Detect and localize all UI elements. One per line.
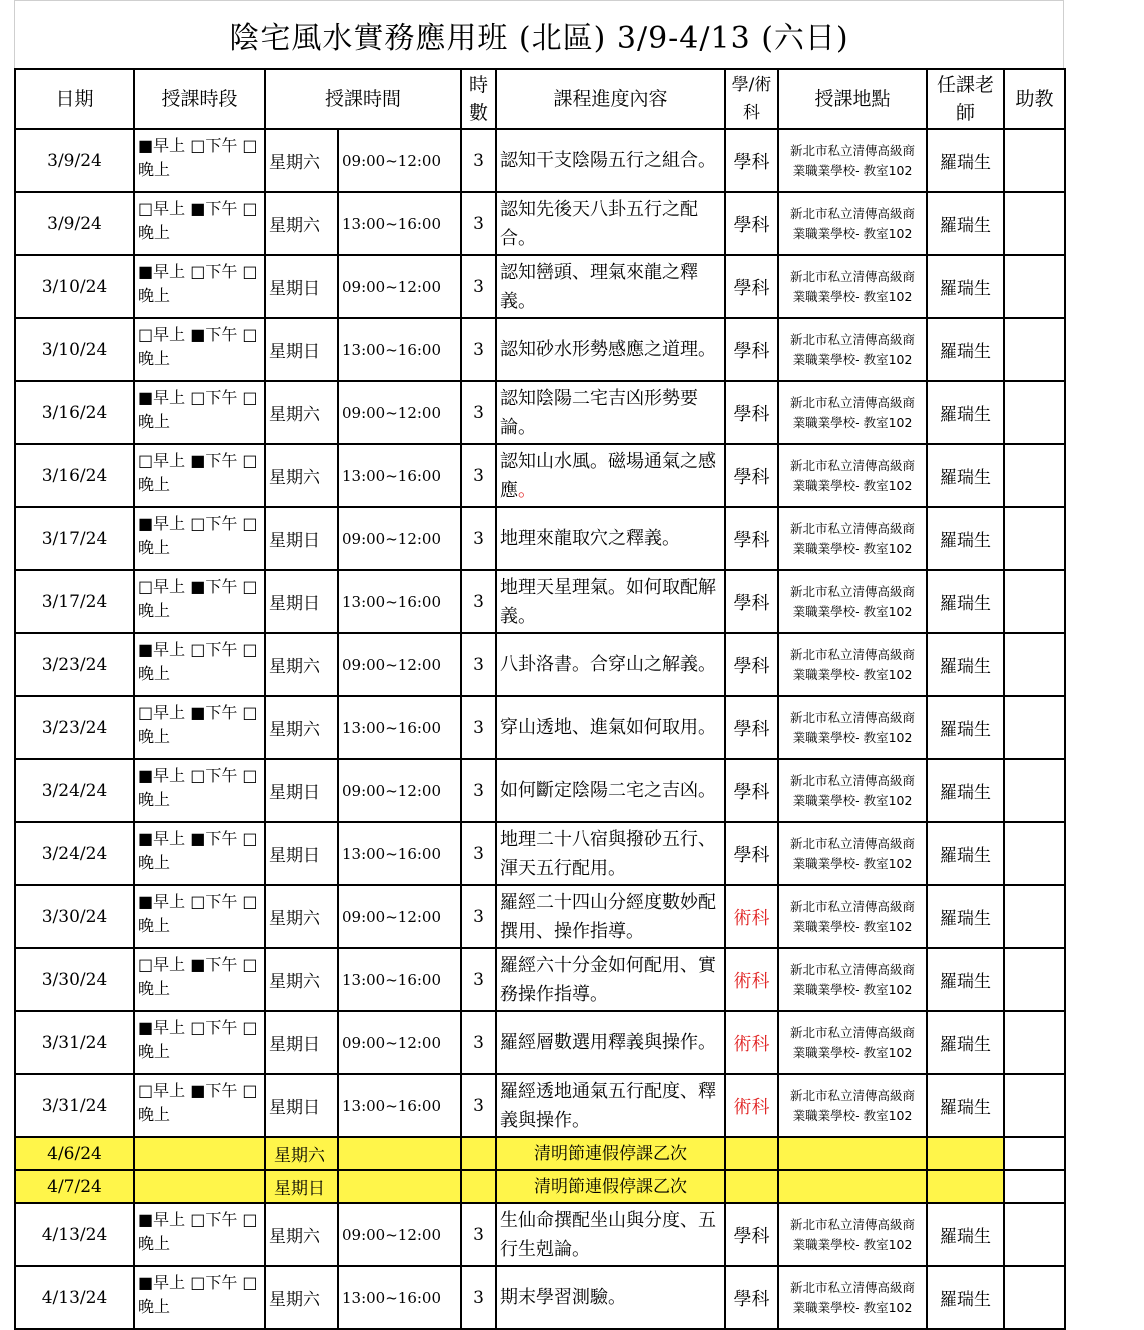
cell-content — [496, 759, 725, 822]
table-row — [15, 1074, 1065, 1137]
table-row — [15, 822, 1065, 885]
cell-assistant — [1004, 507, 1065, 570]
location-line-2: 業職業學校- 教室102 — [792, 918, 913, 934]
content-text: 如何斷定陰陽二宅之吉凶。 — [500, 780, 717, 801]
cell-day: 星期日 — [265, 1170, 338, 1203]
cell-type — [725, 1137, 778, 1170]
cell-date: 3/31/24 — [15, 1011, 134, 1074]
cell-assistant — [1004, 192, 1065, 255]
cell-time: 09:00~12:00 — [338, 129, 461, 192]
header-location: 授課地點 — [778, 69, 927, 129]
content-text: 地理來龍取穴之釋義。 — [500, 528, 681, 549]
cell-assistant — [1004, 885, 1065, 948]
cell-type: 學科 — [725, 1266, 778, 1329]
schedule-table — [14, 68, 1066, 1330]
cell-location — [778, 885, 927, 948]
cell-date: 3/30/24 — [15, 885, 134, 948]
location-line-1: 新北市私立清傳高級商 — [790, 583, 916, 599]
cell-location — [778, 759, 927, 822]
cell-day: 星期日 — [265, 570, 338, 633]
cell-slot — [134, 1170, 265, 1203]
location-line-1: 新北市私立清傳高級商 — [790, 835, 916, 851]
cell-content — [496, 444, 725, 507]
cell-location — [778, 696, 927, 759]
cell-hours: 3 — [461, 696, 496, 759]
table-row — [15, 633, 1065, 696]
cell-slot: ■早上 □下午 □晚上 — [134, 1011, 265, 1074]
cell-teacher: 羅瑞生 — [927, 570, 1004, 633]
header-assistant: 助教 — [1004, 69, 1065, 129]
cell-time: 13:00~16:00 — [338, 1074, 461, 1137]
cell-date: 3/9/24 — [15, 129, 134, 192]
table-row — [15, 318, 1065, 381]
cell-type — [725, 1170, 778, 1203]
cell-date: 3/10/24 — [15, 318, 134, 381]
cell-slot: ■早上 □下午 □晚上 — [134, 129, 265, 192]
location-line-2: 業職業學校- 教室102 — [792, 1044, 913, 1060]
header-hours: 時 數 — [461, 69, 496, 129]
cell-hours: 3 — [461, 1074, 496, 1137]
cell-assistant — [1004, 570, 1065, 633]
cell-type: 學科 — [725, 318, 778, 381]
cell-slot: ■早上 □下午 □晚上 — [134, 1203, 265, 1266]
cell-content — [496, 381, 725, 444]
content-text: 八卦洛書。合穿山之解義。 — [500, 654, 717, 675]
holiday-row — [15, 1170, 1065, 1203]
cell-date: 3/24/24 — [15, 822, 134, 885]
cell-slot: ■早上 □下午 □晚上 — [134, 759, 265, 822]
cell-content — [496, 507, 725, 570]
cell-teacher: 羅瑞生 — [927, 1074, 1004, 1137]
cell-content — [496, 255, 725, 318]
location-line-1: 新北市私立清傳高級商 — [790, 520, 916, 536]
cell-day: 星期日 — [265, 1074, 338, 1137]
cell-hours: 3 — [461, 885, 496, 948]
cell-type: 學科 — [725, 444, 778, 507]
cell-type: 術科 — [725, 1074, 778, 1137]
cell-type: 學科 — [725, 633, 778, 696]
cell-date: 4/6/24 — [15, 1137, 134, 1170]
cell-hours: 3 — [461, 633, 496, 696]
content-text: 認知先後天八卦五行之配合。 — [500, 198, 699, 249]
cell-location — [778, 129, 927, 192]
cell-date: 3/31/24 — [15, 1074, 134, 1137]
cell-day: 星期日 — [265, 822, 338, 885]
header-date: 日期 — [15, 69, 134, 129]
cell-teacher: 羅瑞生 — [927, 129, 1004, 192]
cell-time: 09:00~12:00 — [338, 885, 461, 948]
cell-teacher: 羅瑞生 — [927, 318, 1004, 381]
cell-content — [496, 192, 725, 255]
cell-day: 星期日 — [265, 759, 338, 822]
cell-teacher: 羅瑞生 — [927, 192, 1004, 255]
location-line-1: 新北市私立清傳高級商 — [790, 1216, 916, 1232]
cell-time: 13:00~16:00 — [338, 570, 461, 633]
cell-date: 4/7/24 — [15, 1170, 134, 1203]
cell-day: 星期日 — [265, 318, 338, 381]
location-line-1: 新北市私立清傳高級商 — [790, 772, 916, 788]
cell-location — [778, 507, 927, 570]
location-line-1: 新北市私立清傳高級商 — [790, 1279, 916, 1295]
cell-content — [496, 822, 725, 885]
cell-time: 09:00~12:00 — [338, 1011, 461, 1074]
cell-day: 星期六 — [265, 696, 338, 759]
cell-day: 星期六 — [265, 948, 338, 1011]
cell-teacher — [927, 1170, 1004, 1203]
location-line-2: 業職業學校- 教室102 — [792, 981, 913, 997]
location-line-1: 新北市私立清傳高級商 — [790, 457, 916, 473]
cell-time — [338, 1170, 461, 1203]
location-line-2: 業職業學校- 教室102 — [792, 729, 913, 745]
cell-location — [778, 948, 927, 1011]
table-row — [15, 507, 1065, 570]
content-text: 羅經層數選用釋義與操作。 — [500, 1032, 717, 1053]
cell-content — [496, 129, 725, 192]
cell-day: 星期六 — [265, 192, 338, 255]
cell-location — [778, 1074, 927, 1137]
header-slot: 授課時段 — [134, 69, 265, 129]
location-line-2: 業職業學校- 教室102 — [792, 540, 913, 556]
location-line-1: 新北市私立清傳高級商 — [790, 709, 916, 725]
cell-assistant — [1004, 1137, 1065, 1170]
content-text: 認知陰陽二宅吉凶形勢要論。 — [500, 387, 699, 438]
cell-content — [496, 318, 725, 381]
cell-content — [496, 1011, 725, 1074]
table-row — [15, 444, 1065, 507]
header-content: 課程進度內容 — [496, 69, 725, 129]
cell-type: 學科 — [725, 1203, 778, 1266]
cell-type: 學科 — [725, 570, 778, 633]
cell-teacher: 羅瑞生 — [927, 885, 1004, 948]
cell-type: 學科 — [725, 129, 778, 192]
cell-teacher: 羅瑞生 — [927, 1266, 1004, 1329]
cell-teacher: 羅瑞生 — [927, 444, 1004, 507]
cell-hours — [461, 1170, 496, 1203]
location-line-1: 新北市私立清傳高級商 — [790, 961, 916, 977]
cell-hours: 3 — [461, 759, 496, 822]
content-suffix: 。 — [518, 479, 537, 501]
cell-time: 09:00~12:00 — [338, 759, 461, 822]
cell-date: 3/23/24 — [15, 633, 134, 696]
cell-time: 13:00~16:00 — [338, 1266, 461, 1329]
cell-time: 13:00~16:00 — [338, 444, 461, 507]
cell-day: 星期日 — [265, 507, 338, 570]
cell-slot: ■早上 □下午 □晚上 — [134, 381, 265, 444]
cell-type: 學科 — [725, 822, 778, 885]
location-line-1: 新北市私立清傳高級商 — [790, 898, 916, 914]
cell-slot: ■早上 □下午 □晚上 — [134, 255, 265, 318]
cell-day: 星期日 — [265, 1011, 338, 1074]
cell-time: 13:00~16:00 — [338, 318, 461, 381]
content-text: 認知砂水形勢感應之道理。 — [500, 339, 717, 360]
cell-time: 13:00~16:00 — [338, 192, 461, 255]
cell-assistant — [1004, 1266, 1065, 1329]
content-text: 生仙命撰配坐山與分度、五行生剋論。 — [500, 1209, 717, 1260]
cell-location — [778, 381, 927, 444]
cell-hours: 3 — [461, 1203, 496, 1266]
content-text: 地理天星理氣。如何取配解義。 — [500, 576, 717, 627]
cell-hours: 3 — [461, 381, 496, 444]
location-line-2: 業職業學校- 教室102 — [792, 1299, 913, 1315]
content-text: 認知山水風。磁場通氣之感應 — [500, 450, 717, 501]
cell-content — [496, 1074, 725, 1137]
content-text: 地理二十八宿與撥砂五行、渾天五行配用。 — [500, 828, 717, 879]
table-row — [15, 129, 1065, 192]
cell-assistant — [1004, 1170, 1065, 1203]
location-line-2: 業職業學校- 教室102 — [792, 351, 913, 367]
cell-hours — [461, 1137, 496, 1170]
cell-slot: ■早上 □下午 □晚上 — [134, 1266, 265, 1329]
location-line-2: 業職業學校- 教室102 — [792, 666, 913, 682]
cell-hours: 3 — [461, 948, 496, 1011]
cell-time: 09:00~12:00 — [338, 507, 461, 570]
cell-location — [778, 192, 927, 255]
schedule-sheet — [14, 0, 1064, 1330]
cell-teacher: 羅瑞生 — [927, 1011, 1004, 1074]
cell-content — [496, 885, 725, 948]
table-row — [15, 1203, 1065, 1266]
location-line-2: 業職業學校- 教室102 — [792, 225, 913, 241]
cell-location — [778, 570, 927, 633]
cell-location — [778, 1266, 927, 1329]
cell-type: 學科 — [725, 759, 778, 822]
cell-date: 3/16/24 — [15, 381, 134, 444]
table-row — [15, 696, 1065, 759]
cell-content: 清明節連假停課乙次 — [496, 1170, 725, 1203]
cell-time: 09:00~12:00 — [338, 255, 461, 318]
location-line-1: 新北市私立清傳高級商 — [790, 1024, 916, 1040]
cell-hours: 3 — [461, 255, 496, 318]
table-row — [15, 1011, 1065, 1074]
table-row — [15, 885, 1065, 948]
cell-location — [778, 444, 927, 507]
content-text: 認知巒頭、理氣來龍之釋義。 — [500, 261, 699, 312]
cell-time: 09:00~12:00 — [338, 1203, 461, 1266]
cell-time: 13:00~16:00 — [338, 822, 461, 885]
cell-assistant — [1004, 1203, 1065, 1266]
cell-date: 3/30/24 — [15, 948, 134, 1011]
cell-assistant — [1004, 1011, 1065, 1074]
content-text: 羅經六十分金如何配用、實務操作指導。 — [500, 954, 717, 1005]
cell-teacher: 羅瑞生 — [927, 822, 1004, 885]
holiday-row — [15, 1137, 1065, 1170]
cell-date: 4/13/24 — [15, 1266, 134, 1329]
table-row — [15, 381, 1065, 444]
table-row — [15, 192, 1065, 255]
cell-teacher: 羅瑞生 — [927, 381, 1004, 444]
cell-teacher: 羅瑞生 — [927, 1203, 1004, 1266]
cell-location — [778, 318, 927, 381]
cell-day: 星期六 — [265, 885, 338, 948]
cell-location — [778, 255, 927, 318]
table-row — [15, 759, 1065, 822]
cell-hours: 3 — [461, 570, 496, 633]
cell-time: 09:00~12:00 — [338, 633, 461, 696]
location-line-2: 業職業學校- 教室102 — [792, 603, 913, 619]
cell-slot: ■早上 □下午 □晚上 — [134, 507, 265, 570]
cell-day: 星期六 — [265, 444, 338, 507]
cell-teacher: 羅瑞生 — [927, 948, 1004, 1011]
cell-date: 3/10/24 — [15, 255, 134, 318]
location-line-1: 新北市私立清傳高級商 — [790, 142, 916, 158]
cell-slot: □早上 ■下午 □晚上 — [134, 192, 265, 255]
cell-hours: 3 — [461, 192, 496, 255]
cell-time: 13:00~16:00 — [338, 696, 461, 759]
cell-type: 術科 — [725, 948, 778, 1011]
cell-assistant — [1004, 381, 1065, 444]
content-text: 羅經二十四山分經度數妙配撰用、操作指導。 — [500, 891, 717, 942]
cell-teacher: 羅瑞生 — [927, 696, 1004, 759]
location-line-1: 新北市私立清傳高級商 — [790, 1087, 916, 1103]
cell-location — [778, 1011, 927, 1074]
schedule-body — [15, 129, 1065, 1329]
cell-content — [496, 570, 725, 633]
cell-time: 09:00~12:00 — [338, 381, 461, 444]
content-text: 期末學習測驗。 — [500, 1287, 627, 1308]
page-title: 陰宅風水實務應用班 (北區) 3/9-4/13 (六日) — [14, 0, 1064, 68]
cell-assistant — [1004, 948, 1065, 1011]
cell-date: 3/16/24 — [15, 444, 134, 507]
cell-slot: ■早上 ■下午 □晚上 — [134, 822, 265, 885]
cell-date: 3/9/24 — [15, 192, 134, 255]
content-text: 穿山透地、進氣如何取用。 — [500, 717, 717, 738]
cell-content — [496, 633, 725, 696]
content-text: 羅經透地通氣五行配度、釋義與操作。 — [500, 1080, 717, 1131]
cell-assistant — [1004, 255, 1065, 318]
cell-type: 學科 — [725, 192, 778, 255]
cell-slot: ■早上 □下午 □晚上 — [134, 633, 265, 696]
cell-type: 學科 — [725, 255, 778, 318]
location-line-2: 業職業學校- 教室102 — [792, 162, 913, 178]
table-row — [15, 570, 1065, 633]
cell-assistant — [1004, 444, 1065, 507]
cell-hours: 3 — [461, 318, 496, 381]
cell-type: 術科 — [725, 885, 778, 948]
cell-content — [496, 1203, 725, 1266]
location-line-1: 新北市私立清傳高級商 — [790, 205, 916, 221]
cell-assistant — [1004, 696, 1065, 759]
cell-location — [778, 633, 927, 696]
cell-type: 學科 — [725, 696, 778, 759]
cell-assistant — [1004, 318, 1065, 381]
cell-teacher — [927, 1137, 1004, 1170]
location-line-1: 新北市私立清傳高級商 — [790, 268, 916, 284]
cell-slot: □早上 ■下午 □晚上 — [134, 1074, 265, 1137]
cell-slot: □早上 ■下午 □晚上 — [134, 444, 265, 507]
cell-day: 星期六 — [265, 381, 338, 444]
cell-content — [496, 696, 725, 759]
header-teacher: 任課老 師 — [927, 69, 1004, 129]
cell-day: 星期六 — [265, 1203, 338, 1266]
cell-teacher: 羅瑞生 — [927, 255, 1004, 318]
cell-time — [338, 1137, 461, 1170]
cell-date: 3/23/24 — [15, 696, 134, 759]
cell-type: 學科 — [725, 381, 778, 444]
cell-hours: 3 — [461, 1266, 496, 1329]
cell-assistant — [1004, 759, 1065, 822]
cell-type: 術科 — [725, 1011, 778, 1074]
cell-teacher: 羅瑞生 — [927, 633, 1004, 696]
cell-day: 星期六 — [265, 1266, 338, 1329]
header-row — [15, 69, 1065, 129]
location-line-1: 新北市私立清傳高級商 — [790, 394, 916, 410]
content-text: 認知干支陰陽五行之組合。 — [500, 150, 717, 171]
cell-date: 4/13/24 — [15, 1203, 134, 1266]
location-line-2: 業職業學校- 教室102 — [792, 1107, 913, 1123]
table-row — [15, 948, 1065, 1011]
cell-slot: ■早上 □下午 □晚上 — [134, 885, 265, 948]
cell-content — [496, 948, 725, 1011]
table-row — [15, 1266, 1065, 1329]
cell-content — [496, 1266, 725, 1329]
location-line-1: 新北市私立清傳高級商 — [790, 331, 916, 347]
location-line-2: 業職業學校- 教室102 — [792, 414, 913, 430]
cell-location — [778, 1137, 927, 1170]
cell-day: 星期六 — [265, 1137, 338, 1170]
cell-hours: 3 — [461, 1011, 496, 1074]
cell-type: 學科 — [725, 507, 778, 570]
table-row — [15, 255, 1065, 318]
cell-teacher: 羅瑞生 — [927, 759, 1004, 822]
cell-day: 星期六 — [265, 129, 338, 192]
location-line-2: 業職業學校- 教室102 — [792, 288, 913, 304]
cell-hours: 3 — [461, 444, 496, 507]
location-line-2: 業職業學校- 教室102 — [792, 792, 913, 808]
header-type: 學/術 科 — [725, 69, 778, 129]
cell-assistant — [1004, 1074, 1065, 1137]
cell-content: 清明節連假停課乙次 — [496, 1137, 725, 1170]
cell-location — [778, 1203, 927, 1266]
cell-slot: □早上 ■下午 □晚上 — [134, 696, 265, 759]
cell-slot: □早上 ■下午 □晚上 — [134, 948, 265, 1011]
cell-assistant — [1004, 129, 1065, 192]
cell-time: 13:00~16:00 — [338, 948, 461, 1011]
cell-location — [778, 822, 927, 885]
location-line-1: 新北市私立清傳高級商 — [790, 646, 916, 662]
location-line-2: 業職業學校- 教室102 — [792, 477, 913, 493]
cell-date: 3/17/24 — [15, 570, 134, 633]
location-line-2: 業職業學校- 教室102 — [792, 855, 913, 871]
cell-assistant — [1004, 633, 1065, 696]
cell-day: 星期日 — [265, 255, 338, 318]
cell-location — [778, 1170, 927, 1203]
cell-hours: 3 — [461, 129, 496, 192]
cell-date: 3/17/24 — [15, 507, 134, 570]
cell-hours: 3 — [461, 507, 496, 570]
location-line-2: 業職業學校- 教室102 — [792, 1236, 913, 1252]
cell-day: 星期六 — [265, 633, 338, 696]
cell-slot: □早上 ■下午 □晚上 — [134, 318, 265, 381]
cell-assistant — [1004, 822, 1065, 885]
cell-hours: 3 — [461, 822, 496, 885]
cell-teacher: 羅瑞生 — [927, 507, 1004, 570]
cell-slot — [134, 1137, 265, 1170]
cell-slot: □早上 ■下午 □晚上 — [134, 570, 265, 633]
cell-date: 3/24/24 — [15, 759, 134, 822]
header-time: 授課時間 — [265, 69, 461, 129]
